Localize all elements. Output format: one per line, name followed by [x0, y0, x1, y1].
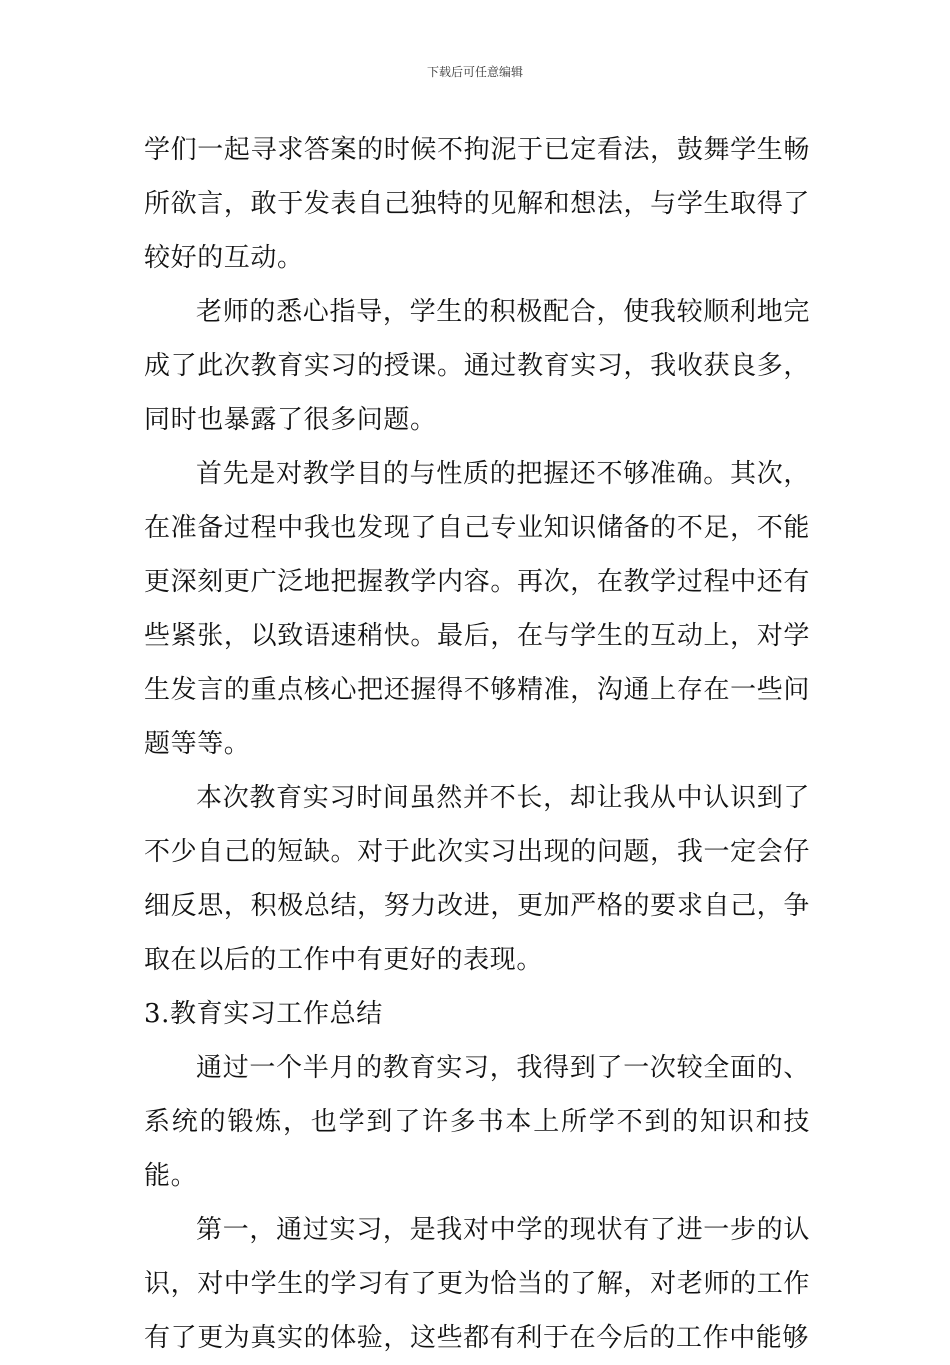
paragraph: 第一，通过实习，是我对中学的现状有了进一步的认识，对中学生的学习有了更为恰当的了解，对老师的工作有了更为真实的体验，这些都有利于在今后的工作中能够 — [144, 1215, 810, 1353]
paragraph: 通过一个半月的教育实习，我得到了一次较全面的、系统的锻炼，也学到了许多书本上所学不到的知识和技能。 — [144, 1053, 810, 1191]
paragraph: 首先是对教学目的与性质的把握还不够准确。其次，在准备过程中我也发现了自己专业知识储备的不足，不能更深刻更广泛地把握教学内容。再次，在教学过程中还有些紧张，以致语速稍快。最后，在与学生的互动上，对学生发言的重点核心把还握得不够精准，沟通上存在一些问题等等。 — [144, 459, 810, 759]
paragraph: 老师的悉心指导，学生的积极配合，使我较顺利地完成了此次教育实习的授课。通过教育实习，我收获良多，同时也暴露了很多问题。 — [144, 297, 810, 435]
paragraph-continued: 学们一起寻求答案的时候不拘泥于已定看法，鼓舞学生畅所欲言，敢于发表自己独特的见解和想法，与学生取得了较好的互动。 — [144, 135, 810, 273]
section-heading: 3.教育实习工作总结 — [144, 999, 383, 1029]
document-body — [144, 123, 810, 1365]
paragraph: 本次教育实习时间虽然并不长，却让我从中认识到了不少自己的短缺。对于此次实习出现的问题，我一定会仔细反思，积极总结，努力改进，更加严格的要求自己，争取在以后的工作中有更好的表现。 — [144, 783, 810, 975]
page-header: 下载后可任意编辑 — [426, 65, 523, 79]
